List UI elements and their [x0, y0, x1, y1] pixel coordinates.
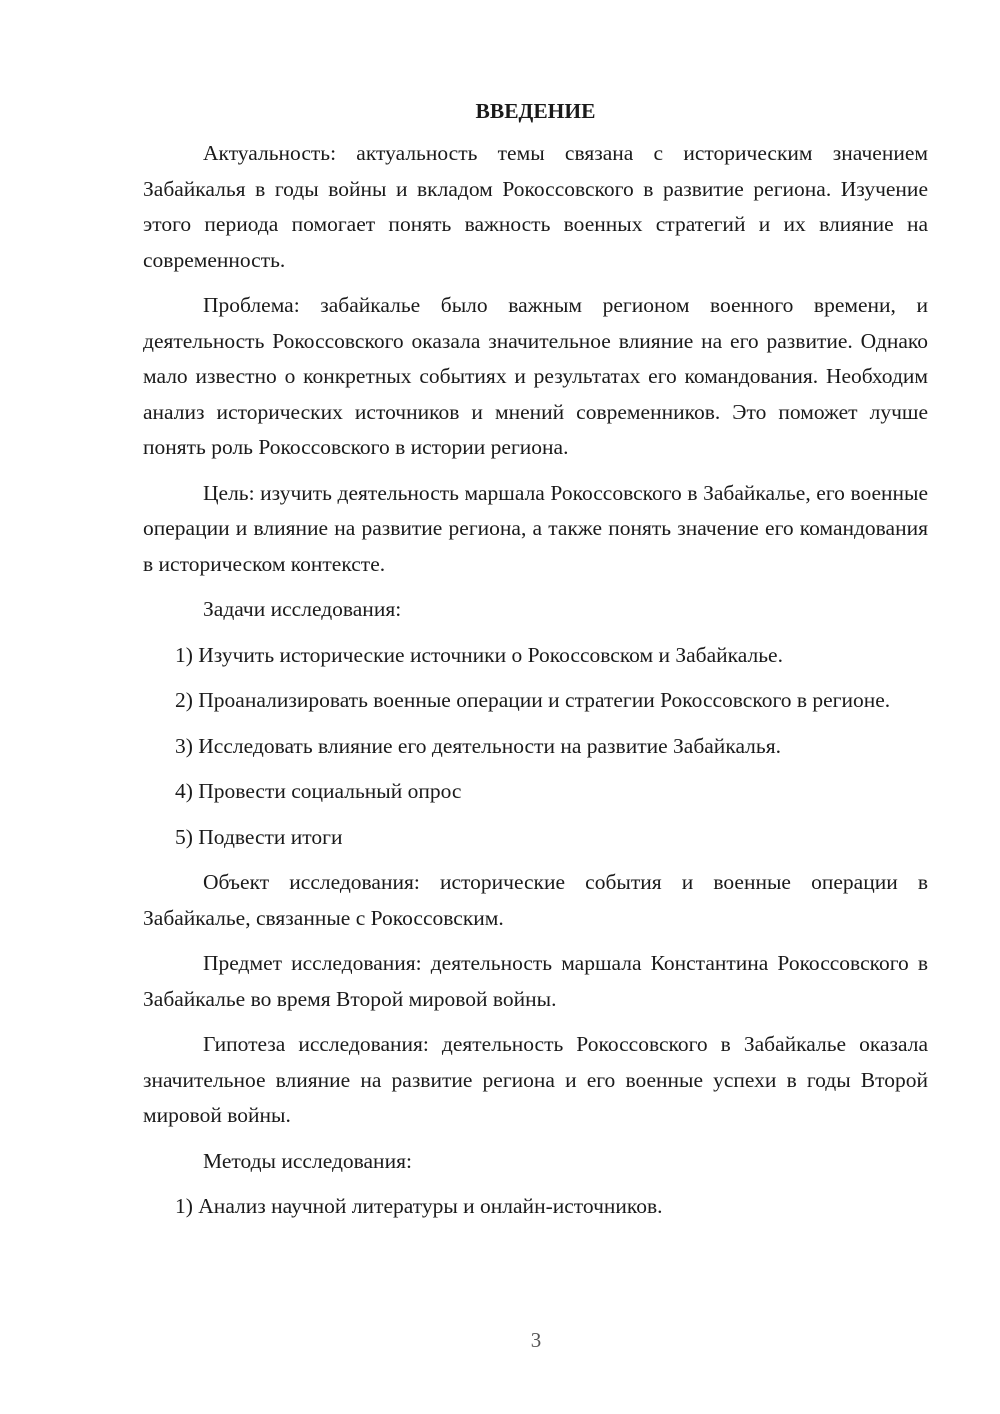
methods-heading: Методы исследования:: [203, 1148, 412, 1173]
paragraph-problem: Проблема: забайкалье было важным регионом военного времени, и деятельность Рокоссовского оказала значительное влияние на его развитие. Однако мало известно о конкретных событиях и результатах его командования. Необходим анализ исторических источников и мнений современников. Это поможет лучше понять роль Рокоссовского в истории региона.: [143, 293, 928, 459]
task-item-1: 1) Изучить исторические источники о Рокоссовском и Забайкалье.: [175, 642, 783, 667]
page-number: 3: [530, 1328, 542, 1352]
paragraph-relevance: Актуальность: актуальность темы связана с историческим значением Забайкалья в годы войны и вкладом Рокоссовского в развитие региона. Изучение этого периода помогает понять важность военных стратегий и их влияние на современность.: [143, 141, 928, 272]
paragraph-hypothesis: Гипотеза исследования: деятельность Рокоссовского в Забайкалье оказала значительное влияние на развитие региона и его военные успехи в годы Второй мировой войны.: [143, 1032, 928, 1127]
tasks-heading: Задачи исследования:: [203, 597, 402, 621]
task-item-2: 2) Проанализировать военные операции и стратегии Рокоссовского в регионе.: [175, 688, 891, 712]
paragraph-object: Объект исследования: исторические события и военные операции в Забайкалье, связанные с Рокоссовским.: [143, 870, 928, 930]
page-title: ВВЕДЕНИЕ: [475, 99, 596, 123]
paragraph-subject: Предмет исследования: деятельность маршала Константина Рокоссовского в Забайкалье во время Второй мировой войны.: [143, 951, 928, 1011]
task-item-3: 3) Исследовать влияние его деятельности на развитие Забайкалья.: [175, 733, 781, 758]
method-item-1: 1) Анализ научной литературы и онлайн-источников.: [175, 1194, 663, 1218]
task-item-4: 4) Провести социальный опрос: [175, 779, 462, 803]
document-page: [143, 96, 928, 1235]
paragraph-goal: Цель: изучить деятельность маршала Рокоссовского в Забайкалье, его военные операции и влияние на развитие региона, а также понять значение его командования в историческом контексте.: [143, 480, 928, 576]
task-item-5: 5) Подвести итоги: [175, 824, 343, 849]
